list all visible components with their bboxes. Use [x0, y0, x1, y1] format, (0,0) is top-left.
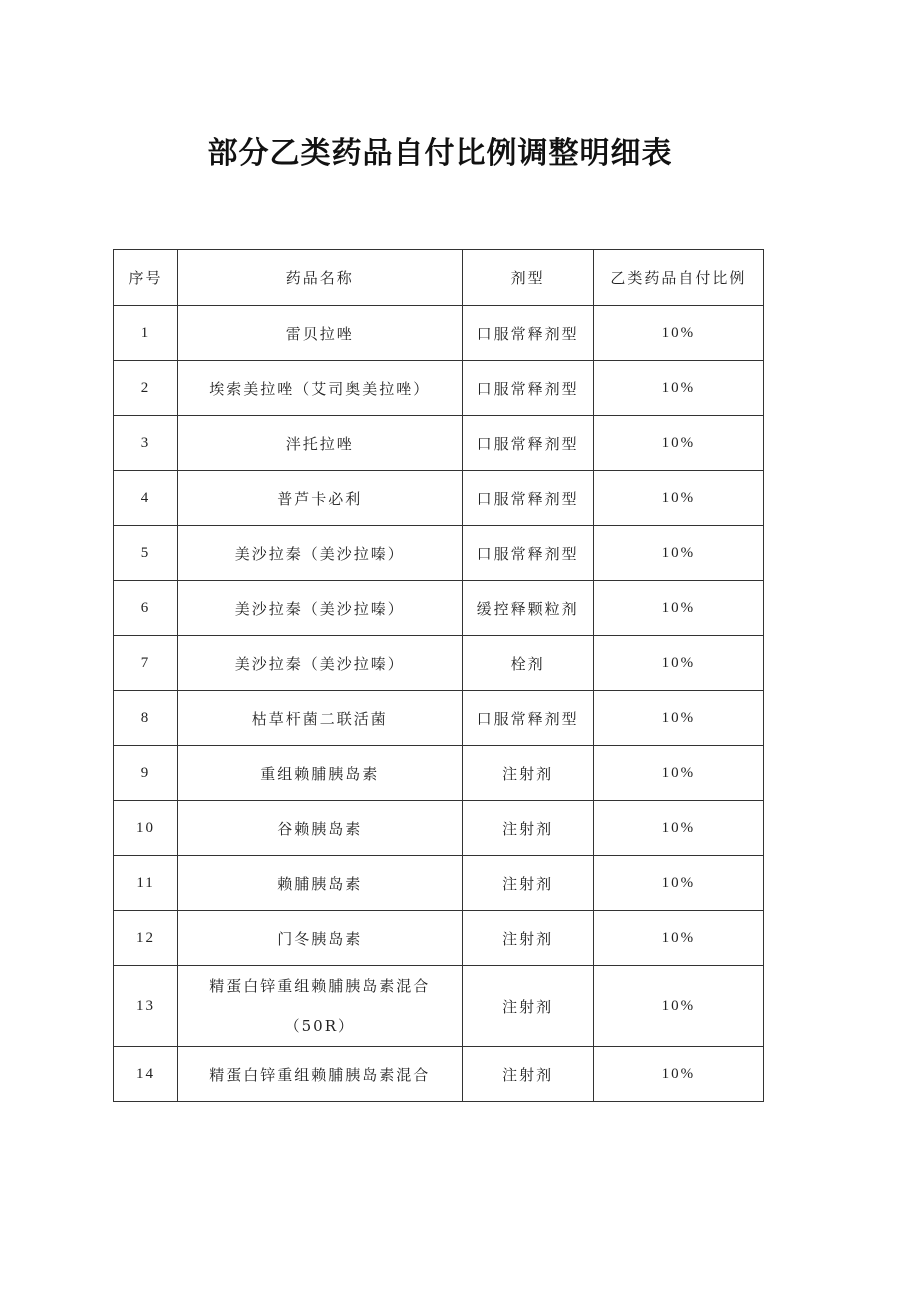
cell-drug-name: 赖脯胰岛素 — [178, 856, 462, 911]
cell-drug-name: 谷赖胰岛素 — [178, 801, 462, 856]
table-row — [114, 911, 764, 966]
drug-table — [113, 249, 764, 1102]
cell-drug-name: 重组赖脯胰岛素 — [178, 746, 462, 801]
cell-drug-name: 埃索美拉唑（艾司奥美拉唑） — [178, 361, 462, 416]
cell-dosage-form: 缓控释颗粒剂 — [462, 581, 593, 636]
cell-dosage-form: 注射剂 — [462, 966, 593, 1047]
table-row — [114, 416, 764, 471]
cell-no: 4 — [114, 471, 178, 526]
cell-copay-ratio: 10% — [593, 1047, 763, 1102]
cell-no: 6 — [114, 581, 178, 636]
cell-dosage-form: 注射剂 — [462, 911, 593, 966]
table-row — [114, 526, 764, 581]
cell-copay-ratio: 10% — [593, 581, 763, 636]
cell-drug-name: 门冬胰岛素 — [178, 911, 462, 966]
cell-dosage-form: 口服常释剂型 — [462, 306, 593, 361]
table-row — [114, 581, 764, 636]
table-row — [114, 1047, 764, 1102]
cell-drug-name: 美沙拉秦（美沙拉嗪） — [178, 526, 462, 581]
cell-dosage-form: 注射剂 — [462, 1047, 593, 1102]
cell-dosage-form: 口服常释剂型 — [462, 526, 593, 581]
cell-dosage-form: 口服常释剂型 — [462, 471, 593, 526]
cell-dosage-form: 注射剂 — [462, 746, 593, 801]
cell-no: 1 — [114, 306, 178, 361]
cell-dosage-form: 栓剂 — [462, 636, 593, 691]
cell-dosage-form: 口服常释剂型 — [462, 691, 593, 746]
cell-no: 11 — [114, 856, 178, 911]
cell-dosage-form: 口服常释剂型 — [462, 416, 593, 471]
column-header-copay-ratio: 乙类药品自付比例 — [593, 250, 763, 306]
cell-copay-ratio: 10% — [593, 416, 763, 471]
table-header-row — [114, 250, 764, 306]
cell-copay-ratio: 10% — [593, 636, 763, 691]
cell-copay-ratio: 10% — [593, 691, 763, 746]
cell-no: 7 — [114, 636, 178, 691]
table-row — [114, 801, 764, 856]
cell-no: 5 — [114, 526, 178, 581]
cell-drug-name: 普芦卡必利 — [178, 471, 462, 526]
cell-copay-ratio: 10% — [593, 306, 763, 361]
column-header-no: 序号 — [114, 250, 178, 306]
table-row — [114, 746, 764, 801]
cell-copay-ratio: 10% — [593, 471, 763, 526]
cell-copay-ratio: 10% — [593, 361, 763, 416]
table-row — [114, 306, 764, 361]
cell-drug-name: 精蛋白锌重组赖脯胰岛素混合 — [178, 1047, 462, 1102]
cell-no: 14 — [114, 1047, 178, 1102]
table-row — [114, 471, 764, 526]
cell-copay-ratio: 10% — [593, 966, 763, 1047]
cell-copay-ratio: 10% — [593, 746, 763, 801]
cell-drug-name: 泮托拉唑 — [178, 416, 462, 471]
cell-no: 13 — [114, 966, 178, 1047]
cell-copay-ratio: 10% — [593, 526, 763, 581]
cell-drug-name — [178, 966, 462, 1047]
table-row — [114, 691, 764, 746]
cell-no: 12 — [114, 911, 178, 966]
cell-dosage-form: 口服常释剂型 — [462, 361, 593, 416]
page-title: 部分乙类药品自付比例调整明细表 — [207, 136, 673, 171]
cell-no: 9 — [114, 746, 178, 801]
cell-dosage-form: 注射剂 — [462, 801, 593, 856]
cell-no: 8 — [114, 691, 178, 746]
cell-drug-name: 雷贝拉唑 — [178, 306, 462, 361]
table-row — [114, 361, 764, 416]
cell-drug-name: 枯草杆菌二联活菌 — [178, 691, 462, 746]
cell-copay-ratio: 10% — [593, 801, 763, 856]
cell-drug-name-line1: 精蛋白锌重组赖脯胰岛素混合 — [209, 977, 431, 995]
cell-copay-ratio: 10% — [593, 856, 763, 911]
column-header-drug-name: 药品名称 — [178, 250, 462, 306]
cell-no: 2 — [114, 361, 178, 416]
table-row — [114, 636, 764, 691]
table-row — [114, 966, 764, 1047]
cell-drug-name: 美沙拉秦（美沙拉嗪） — [178, 636, 462, 691]
table-body — [114, 306, 764, 1102]
table-row — [114, 856, 764, 911]
cell-drug-name: 美沙拉秦（美沙拉嗪） — [178, 581, 462, 636]
cell-copay-ratio: 10% — [593, 911, 763, 966]
cell-drug-name-line2: （50R） — [284, 1017, 355, 1035]
column-header-dosage-form: 剂型 — [462, 250, 593, 306]
cell-dosage-form: 注射剂 — [462, 856, 593, 911]
cell-no: 10 — [114, 801, 178, 856]
cell-no: 3 — [114, 416, 178, 471]
